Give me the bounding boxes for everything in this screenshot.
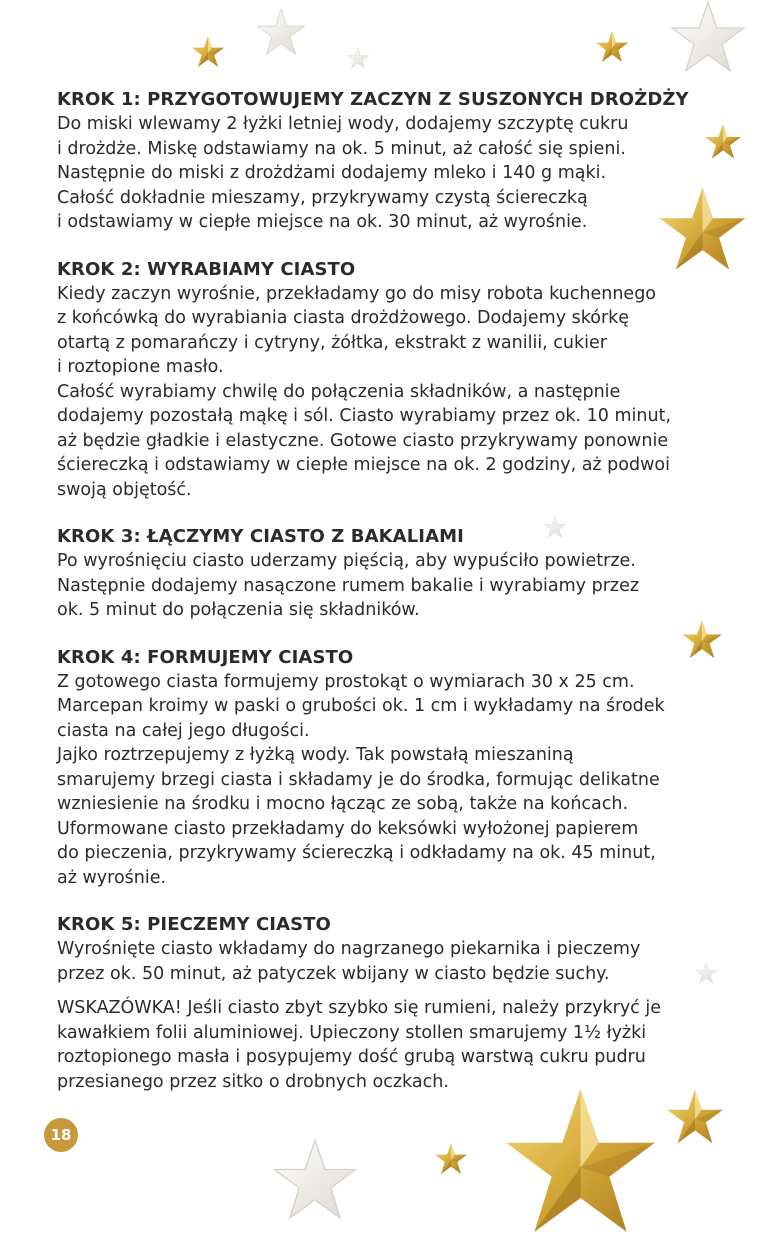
gold-star-icon (433, 1142, 469, 1178)
silver-star-icon (255, 8, 307, 60)
step-paragraph: Kiedy zaczyn wyrośnie, przekładamy go do misy robota kuchennego z końcówką do wyrabiania ciasta drożdżowego. Dodajemy skórkę otartą z pomarańczy i cytryny, żółtka, ekstrakt z wanilii, cukier i roztopione masło. (57, 283, 657, 377)
gold-star-icon (594, 30, 630, 66)
recipe-steps (57, 88, 717, 1117)
step-3 (57, 525, 717, 623)
step-heading: KROK 5: PIECZEMY CIASTO (57, 914, 331, 935)
step-paragraph: Jajko roztrzepujemy z łyżką wody. Tak powstałą mieszaniną smarujemy brzegi ciasta i składamy je do środka, formując delikatne wzniesienie na środku i mocno łącząc ze sobą, także na końcach. Uformowane ciasto przekładamy do keksówki wyłożonej papierem do pieczenia, przykrywamy ściereczką i odkładamy na ok. 45 minut, aż wyrośnie. (57, 745, 660, 888)
page-number: 18 (50, 1126, 72, 1144)
step-paragraph: Całość wyrabiamy chwilę do połączenia składników, a następnie dodajemy pozostałą mąkę i sól. Ciasto wyrabiamy przez ok. 10 minut, aż będzie gładkie i elastyczne. Gotowe ciasto przykrywamy ponownie ściereczką i odstawiamy w ciepłe miejsce na ok. 2 godziny, aż podwoi swoją objętość. (57, 381, 672, 500)
step-paragraph: Wyrośnięte ciasto wkładamy do nagrzanego piekarnika i pieczemy przez ok. 50 minut, aż patyczek wbijany w ciasto będzie suchy. (57, 939, 641, 984)
page-number-badge (44, 1118, 78, 1152)
step-heading: KROK 3: ŁĄCZYMY CIASTO Z BAKALIAMI (57, 526, 464, 547)
gold-star-icon (190, 35, 226, 71)
step-paragraph: Po wyrośnięciu ciasto uderzamy pięścią, aby wypuściło powietrze. Następnie dodajemy nasączone rumem bakalie i wyrabiamy przez ok. 5 minut do połączenia się składników. (57, 551, 640, 620)
step-heading: KROK 1: PRZYGOTOWUJEMY ZACZYN Z SUSZONYCH DROŻDŻY (57, 89, 689, 110)
step-5 (57, 913, 717, 1094)
step-2 (57, 258, 717, 503)
silver-star-icon (346, 47, 370, 71)
step-heading: KROK 2: WYRABIAMY CIASTO (57, 258, 356, 280)
step-paragraph: Do miski wlewamy 2 łyżki letniej wody, dodajemy szczyptę cukru i drożdże. Miskę odstawiamy na ok. 5 minut, aż całość się spieni. Następnie do miski z drożdżami dodajemy mleko i 140 g mąki. Całość dokładnie mieszamy, przykrywamy czystą ściereczką i odstawiamy w ciepłe miejsce na ok. 30 minut, aż wyrośnie. (57, 114, 629, 232)
step-1 (57, 88, 717, 235)
silver-star-icon (270, 1138, 360, 1228)
step-4 (57, 646, 717, 891)
step-paragraph: Z gotowego ciasta formujemy prostokąt o wymiarach 30 x 25 cm. Marcepan kroimy w paski o grubości ok. 1 cm i wykładamy na środek ciasta na całej jego długości. (57, 671, 665, 741)
step-heading: KROK 4: FORMUJEMY CIASTO (57, 646, 354, 668)
tip-paragraph: WSKAZÓWKA! Jeśli ciasto zbyt szybko się rumieni, należy przykryć je kawałkiem folii aluminiowej. Upieczony stollen smarujemy 1½ łyżki roztopionego masła i posypujemy dość grubą warstwą cukru pudru przesianego przez sitko o drobnych oczkach. (57, 998, 661, 1092)
silver-star-icon (668, 0, 748, 80)
